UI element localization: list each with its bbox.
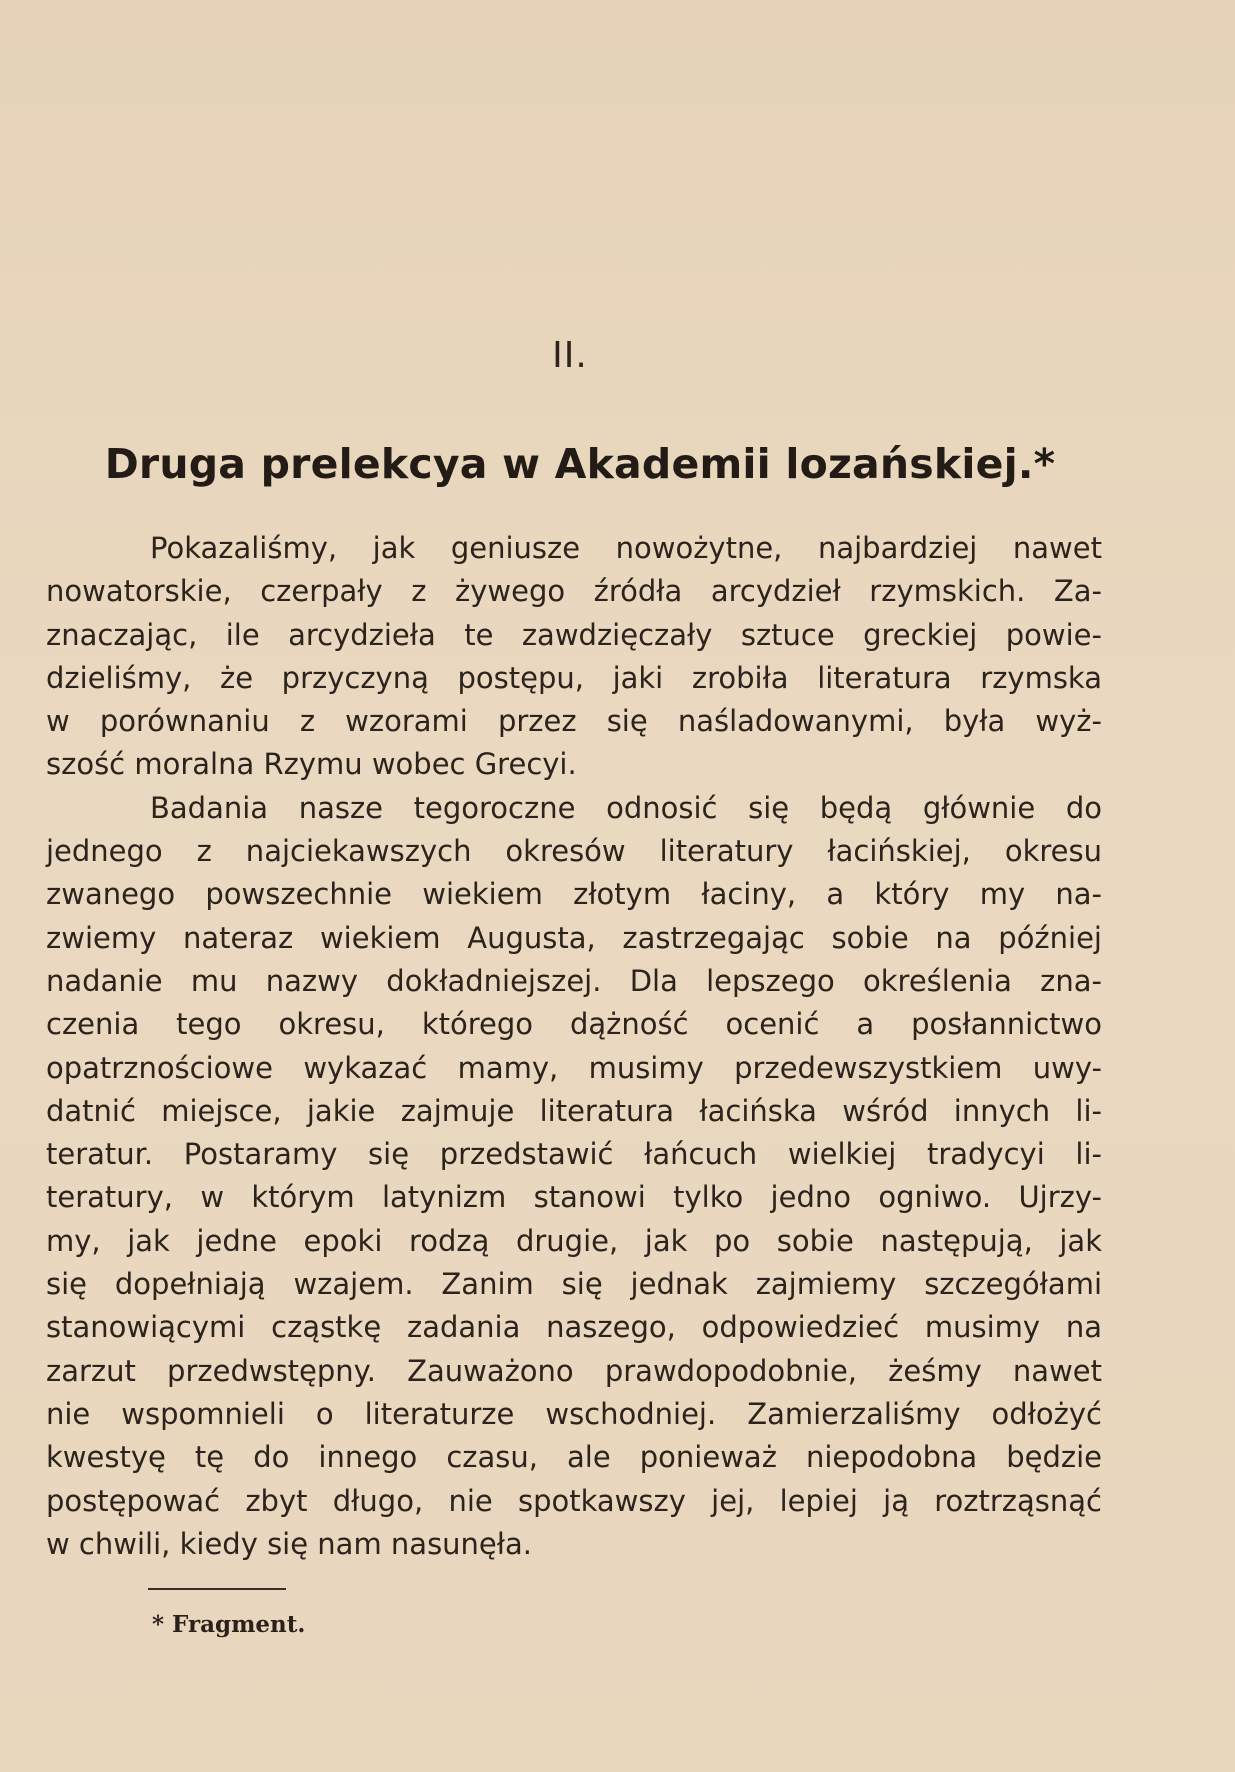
- text-line: datnić miejsce, jakie zajmuje literatura łacińska wśród innych li-: [46, 1093, 1102, 1128]
- paragraph-1: [46, 527, 1102, 787]
- text-line: stanowiącymi cząstkę zadania naszego, odpowiedzieć musimy na: [46, 1310, 1102, 1345]
- chapter-heading: Druga prelekcya w Akademii lozańskiej.*: [104, 440, 1056, 488]
- text-line: w chwili, kiedy się nam nasunęła.: [46, 1526, 533, 1561]
- text-line: zwanego powszechnie wiekiem złotym łaciny, a który my na-: [46, 877, 1102, 912]
- text-line: teratury, w którym latynizm stanowi tylko jedno ogniwo. Ujrzy-: [46, 1180, 1102, 1215]
- text-line: nadanie mu nazwy dokładniejszej. Dla lepszego określenia zna-: [46, 963, 1102, 998]
- text-line: opatrznościowe wykazać mamy, musimy przedewszystkiem uwy-: [46, 1050, 1102, 1085]
- body-text: [46, 527, 1102, 1566]
- text-line: kwestyę tę do innego czasu, ale ponieważ niepodobna będzie: [46, 1440, 1102, 1475]
- footnote: * Fragment.: [152, 1611, 306, 1638]
- text-line: postępować zbyt długo, nie spotkawszy jej, lepiej ją roztrząsnąć: [46, 1483, 1102, 1518]
- text-line: my, jak jedne epoki rodzą drugie, jak po sobie następują, jak: [46, 1223, 1102, 1258]
- text-line: się dopełniają wzajem. Zanim się jednak zajmiemy szczegółami: [46, 1267, 1102, 1302]
- text-line: dzieliśmy, że przyczyną postępu, jaki zrobiła literatura rzymska: [46, 660, 1102, 695]
- text-line: teratur. Postaramy się przedstawić łańcuch wielkiej tradycyi li-: [46, 1137, 1102, 1172]
- text-line: w porównaniu z wzorami przez się naśladowanymi, była wyż-: [46, 704, 1102, 739]
- text-line: czenia tego okresu, którego dążność ocenić a posłannictwo: [46, 1007, 1102, 1042]
- text-line: Pokazaliśmy, jak geniusze nowożytne, najbardziej nawet: [150, 531, 1102, 565]
- text-line: nie wspomnieli o literaturze wschodniej. Zamierzaliśmy odłożyć: [46, 1396, 1102, 1431]
- text-line: znaczając, ile arcydzieła te zawdzięczały sztuce greckiej powie-: [46, 617, 1102, 652]
- footnote-divider: [148, 1588, 286, 1590]
- text-line: nowatorskie, czerpały z żywego źródła arcydzieł rzymskich. Za-: [46, 574, 1102, 609]
- text-line: zwiemy nateraz wiekiem Augusta, zastrzegając sobie na później: [46, 920, 1102, 955]
- text-line: Badania nasze tegoroczne odnosić się będą głównie do: [150, 790, 1102, 825]
- text-line: jednego z najciekawszych okresów literatury łacińskiej, okresu: [46, 834, 1102, 869]
- text-line: szość moralna Rzymu wobec Grecyi.: [46, 747, 577, 782]
- paragraph-2: [46, 787, 1102, 1566]
- text-line: zarzut przedwstępny. Zauważono prawdopodobnie, żeśmy nawet: [46, 1353, 1102, 1388]
- chapter-number: II.: [552, 335, 588, 376]
